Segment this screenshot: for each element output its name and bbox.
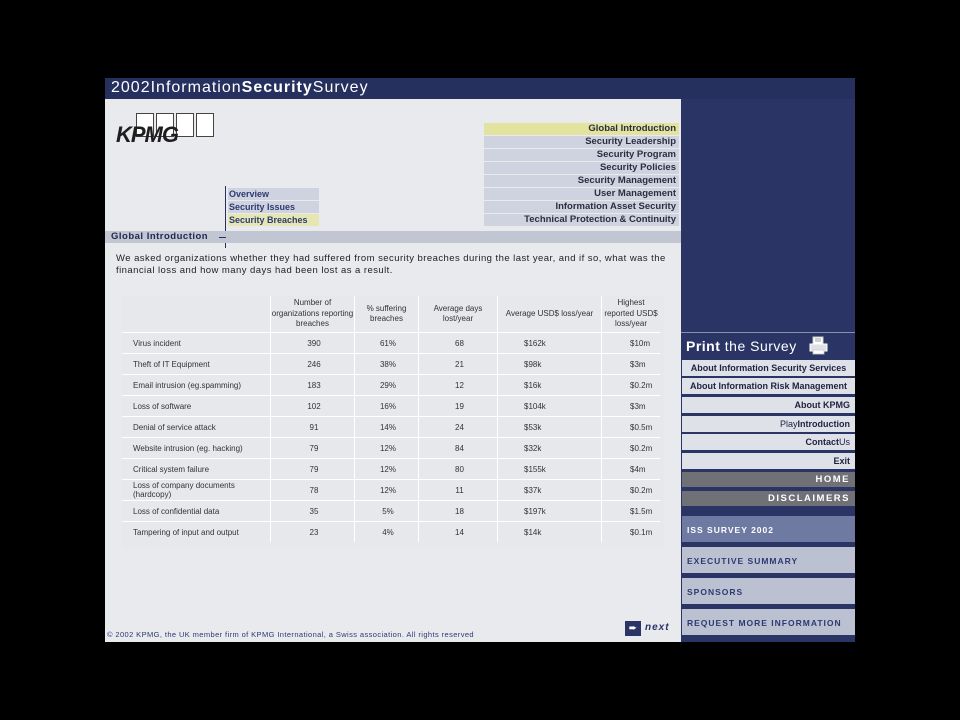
table-row bbox=[122, 333, 660, 354]
table-header: Highest reported USD$ loss/year bbox=[604, 298, 658, 329]
table-row bbox=[122, 417, 660, 438]
contact-us-link[interactable]: ContactUs bbox=[682, 434, 855, 450]
cell-highest-loss: $0.5m bbox=[602, 417, 661, 438]
cell-avg-days-lost: 11 bbox=[419, 480, 498, 501]
topnav-security-leadership[interactable]: Security Leadership bbox=[484, 136, 679, 148]
table-header-row bbox=[122, 296, 660, 333]
cell-breach-type: Loss of company documents (hardcopy) bbox=[122, 480, 271, 501]
section-connector bbox=[219, 237, 226, 238]
cell-avg-days-lost: 68 bbox=[419, 333, 498, 354]
cell-highest-loss: $10m bbox=[602, 333, 661, 354]
cell-avg-loss: $155k bbox=[498, 459, 602, 480]
cell-percent-suffering: 16% bbox=[355, 396, 419, 417]
cell-avg-loss: $98k bbox=[498, 354, 602, 375]
topnav-information-asset-security[interactable]: Information Asset Security bbox=[484, 201, 679, 213]
cell-avg-loss: $14k bbox=[498, 522, 602, 543]
topnav-security-policies[interactable]: Security Policies bbox=[484, 162, 679, 174]
table-row bbox=[122, 375, 660, 396]
cell-breach-type: Denial of service attack bbox=[122, 417, 271, 438]
cell-avg-loss: $197k bbox=[498, 501, 602, 522]
topnav-user-management[interactable]: User Management bbox=[484, 188, 679, 200]
table-row bbox=[122, 480, 660, 501]
cell-highest-loss: $0.1m bbox=[602, 522, 661, 543]
cell-highest-loss: $1.5m bbox=[602, 501, 661, 522]
cell-percent-suffering: 12% bbox=[355, 438, 419, 459]
table-header: Number of organizations reporting breaches bbox=[271, 296, 355, 333]
print-survey-label: Print the Survey bbox=[686, 338, 797, 354]
next-label: next bbox=[645, 622, 670, 633]
cell-percent-suffering: 61% bbox=[355, 333, 419, 354]
cell-org-count: 91 bbox=[271, 417, 355, 438]
topnav-technical-protection[interactable]: Technical Protection & Continuity bbox=[484, 214, 679, 226]
logo-text: KPMG bbox=[116, 122, 178, 147]
cell-avg-days-lost: 84 bbox=[419, 438, 498, 459]
home-button[interactable]: HOME bbox=[682, 472, 855, 487]
table-row bbox=[122, 354, 660, 375]
disclaimers-button[interactable]: DISCLAIMERS bbox=[682, 491, 855, 506]
cell-percent-suffering: 12% bbox=[355, 480, 419, 501]
cell-highest-loss: $4m bbox=[602, 459, 661, 480]
cell-breach-type: Theft of IT Equipment bbox=[122, 354, 271, 375]
title-bar bbox=[105, 78, 855, 99]
cell-highest-loss: $0.2m bbox=[602, 438, 661, 459]
table-row bbox=[122, 501, 660, 522]
table-header: % suffering breaches bbox=[355, 296, 419, 333]
request-more-information-tab[interactable]: REQUEST MORE INFORMATION bbox=[682, 607, 855, 635]
cell-avg-days-lost: 19 bbox=[419, 396, 498, 417]
cell-avg-days-lost: 18 bbox=[419, 501, 498, 522]
cell-percent-suffering: 12% bbox=[355, 459, 419, 480]
subnav-security-breaches[interactable]: Security Breaches bbox=[228, 214, 319, 226]
cell-breach-type: Critical system failure bbox=[122, 459, 271, 480]
cell-avg-loss: $53k bbox=[498, 417, 602, 438]
subnav-overview[interactable]: Overview bbox=[228, 188, 319, 200]
topnav-global-introduction[interactable]: Global Introduction bbox=[484, 123, 679, 135]
cell-avg-loss: $32k bbox=[498, 438, 602, 459]
cell-org-count: 246 bbox=[271, 354, 355, 375]
cell-breach-type: Email intrusion (eg.spamming) bbox=[122, 375, 271, 396]
topnav-security-management[interactable]: Security Management bbox=[484, 175, 679, 187]
table-header bbox=[122, 296, 271, 333]
cell-breach-type: Tampering of input and output bbox=[122, 522, 271, 543]
executive-summary-tab[interactable]: EXECUTIVE SUMMARY bbox=[682, 545, 855, 573]
table-row bbox=[122, 522, 660, 543]
cell-percent-suffering: 14% bbox=[355, 417, 419, 438]
kpmg-logo[interactable] bbox=[116, 113, 206, 147]
cell-org-count: 35 bbox=[271, 501, 355, 522]
cell-highest-loss: $3m bbox=[602, 396, 661, 417]
survey-window bbox=[105, 78, 855, 642]
cell-avg-days-lost: 14 bbox=[419, 522, 498, 543]
cell-avg-days-lost: 24 bbox=[419, 417, 498, 438]
about-information-security-services-link[interactable]: About Information Security Services bbox=[682, 360, 855, 376]
table-body bbox=[122, 333, 660, 543]
table-header: Average days lost/year bbox=[419, 296, 498, 333]
table-row bbox=[122, 459, 660, 480]
cell-percent-suffering: 5% bbox=[355, 501, 419, 522]
cell-avg-days-lost: 80 bbox=[419, 459, 498, 480]
table-row bbox=[122, 396, 660, 417]
copyright-text: © 2002 KPMG, the UK member firm of KPMG International, a Swiss association. All rights reserved bbox=[107, 630, 474, 639]
table-row bbox=[122, 438, 660, 459]
cell-breach-type: Website intrusion (eg. hacking) bbox=[122, 438, 271, 459]
cell-org-count: 390 bbox=[271, 333, 355, 354]
cell-avg-days-lost: 12 bbox=[419, 375, 498, 396]
cell-org-count: 102 bbox=[271, 396, 355, 417]
cell-avg-loss: $16k bbox=[498, 375, 602, 396]
intro-text: We asked organizations whether they had suffered from security breaches during the last year, and if so, what was the financial loss and how many days had been lost as a result. bbox=[116, 253, 666, 276]
cell-highest-loss: $0.2m bbox=[602, 375, 661, 396]
table-header: Average USD$ loss/year bbox=[498, 296, 602, 333]
cell-breach-type: Virus incident bbox=[122, 333, 271, 354]
cell-percent-suffering: 4% bbox=[355, 522, 419, 543]
print-survey-button[interactable] bbox=[681, 332, 855, 358]
sponsors-tab[interactable]: SPONSORS bbox=[682, 576, 855, 604]
cell-breach-type: Loss of software bbox=[122, 396, 271, 417]
cell-breach-type: Loss of confidential data bbox=[122, 501, 271, 522]
about-kpmg-link[interactable]: About KPMG bbox=[682, 397, 855, 413]
cell-highest-loss: $3m bbox=[602, 354, 661, 375]
cell-percent-suffering: 38% bbox=[355, 354, 419, 375]
arrow-right-icon: ➨ bbox=[625, 621, 641, 636]
exit-link[interactable]: Exit bbox=[682, 453, 855, 469]
cell-highest-loss: $0.2m bbox=[602, 480, 661, 501]
topnav-security-program[interactable]: Security Program bbox=[484, 149, 679, 161]
cell-org-count: 183 bbox=[271, 375, 355, 396]
cell-org-count: 79 bbox=[271, 459, 355, 480]
play-introduction-link[interactable]: PlayIntroduction bbox=[682, 416, 855, 432]
breaches-table bbox=[122, 296, 664, 548]
cell-avg-days-lost: 21 bbox=[419, 354, 498, 375]
cell-org-count: 79 bbox=[271, 438, 355, 459]
cell-org-count: 78 bbox=[271, 480, 355, 501]
cell-avg-loss: $104k bbox=[498, 396, 602, 417]
cell-percent-suffering: 29% bbox=[355, 375, 419, 396]
about-information-risk-management-link[interactable]: About Information Risk Management bbox=[682, 378, 855, 394]
cell-avg-loss: $37k bbox=[498, 480, 602, 501]
section-header bbox=[105, 231, 681, 243]
cell-avg-loss: $162k bbox=[498, 333, 602, 354]
iss-survey-2002-tab[interactable]: ISS SURVEY 2002 bbox=[682, 514, 855, 542]
cell-org-count: 23 bbox=[271, 522, 355, 543]
section-title: Global Introduction bbox=[111, 231, 209, 242]
app-title: 2002InformationSecuritySurvey bbox=[111, 79, 369, 96]
printer-icon bbox=[809, 336, 828, 355]
subnav-security-issues[interactable]: Security Issues bbox=[228, 201, 319, 213]
